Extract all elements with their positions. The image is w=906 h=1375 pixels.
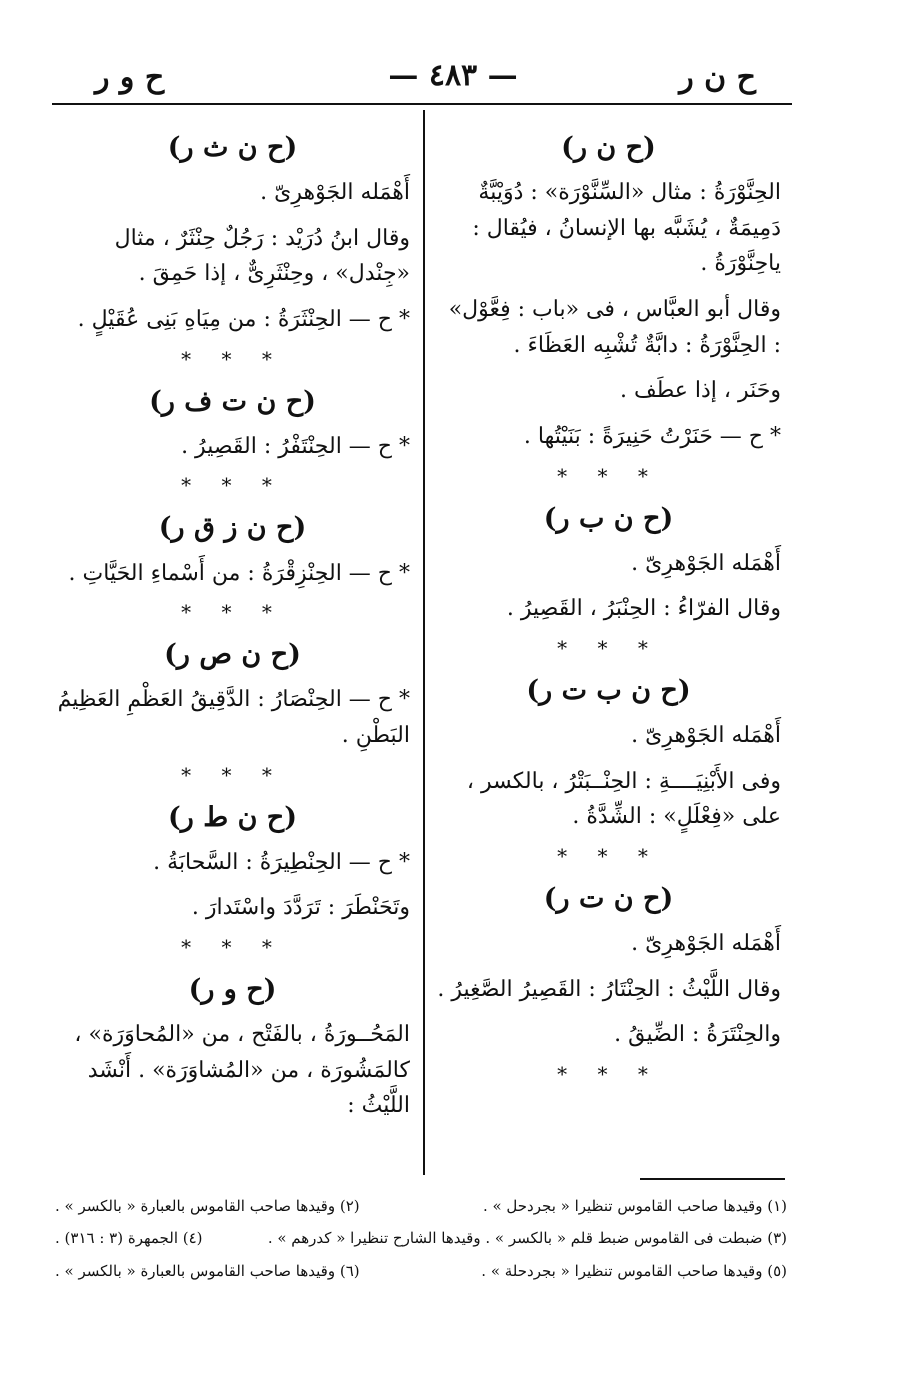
footnote-row: [55, 1255, 787, 1287]
footnote-row: [55, 1222, 787, 1254]
footnote: (١) وقيدها صاحب القاموس تنظيرا « بجردحل » .: [482, 1197, 787, 1215]
entry-text: أَهْمَله الجَوْهرِىّ .: [631, 723, 781, 749]
header-rule: [52, 103, 792, 105]
page-number: — ٤٨٣ —: [388, 58, 518, 93]
left-column: [55, 122, 410, 1134]
section-separator: * * *: [181, 600, 284, 625]
footnote: (٥) وقيدها صاحب القاموس تنظيرا « بجردحلة » .: [481, 1261, 787, 1280]
entry-title: (ح ن ب ت ر): [526, 674, 691, 706]
entry-title: (ح ن ر): [561, 132, 656, 163]
entry-text: الحِنَّوْرَةُ : مثال «السِّنَّوْرَة» : دُوَيْبَّةٌ دَمِيمَةٌ ، يُشَبَّه بها الإنسانُ ، فيُقال : ياحِنَّوْرَةُ .: [472, 180, 781, 277]
section-separator: * * *: [181, 473, 284, 498]
footnote-row: [55, 1190, 787, 1222]
section-separator: * * *: [181, 934, 284, 959]
entry-text: أَهْمَله الجَوْهرِىّ .: [631, 550, 781, 576]
footnote: (٣) ضبطت فى القاموس ضبط قلم « بالكسر » . وقيدها الشارح تنظيرا « كدرهم » .: [267, 1229, 787, 1248]
entry-title: (ح ن ط ر): [167, 801, 297, 833]
right-column: [436, 122, 781, 1097]
entry-title: (ح ن ص ر): [164, 639, 301, 671]
footnote: (٦) وقيدها صاحب القاموس بالعبارة « بالكسر » .: [55, 1261, 360, 1280]
entry-text: أَهْمَله الجَوْهرِىّ .: [631, 931, 781, 957]
running-head-left: ح و ر: [95, 60, 165, 95]
entry-text: وقال الفرّاءُ : الحِنْبَرُ ، القَصِيرُ .: [506, 596, 781, 622]
entry-text: وقال أبو العبَّاس ، فى «باب : فِعَّوْل» : الحِنَّوْرَةُ : دابَّةٌ تُشْبِه العَظَاءَ .: [448, 297, 781, 358]
entry-text: وفى الأَبْنِيَــــةِ : الحِنْــبَتْرُ ، بالكسر ، على «فِعْلَلٍ» : الشِّدَّةُ .: [466, 768, 781, 830]
section-separator: * * *: [557, 635, 660, 660]
entry-text: المَحُــورَةُ ، بالفَتْح ، من «المُحاوَرَة» ، كالمَشُورَة ، من «المُشاوَرَة» . أَنْشَد اللَّيْثُ :: [74, 1022, 410, 1119]
entry-text: * ح — الحِنْزِقْرَةُ : من أَسْماءِ الحَيَّاتِ .: [68, 560, 410, 586]
column-divider: [423, 110, 425, 1175]
entry-title: (ح ن ث ر): [167, 132, 298, 163]
entry-text: وقال ابنُ دُرَيْد : رَجُلٌ حِنْثَرٌ ، مثال «جِنْدل» ، وحِنْثَرِىٌّ ، إذا حَمِقَ .: [114, 225, 410, 287]
entry-text: * ح — الحِنْتَفْرُ : القَصِيرُ .: [181, 433, 410, 459]
section-separator: * * *: [557, 463, 660, 488]
entry-text: * ح — الحِنْثَرَةُ : من مِيَاهِ بَنِى عُقَيْلٍ .: [77, 307, 410, 333]
entry-title: (ح ن ب ر): [543, 502, 674, 534]
entry-title: (ح ن ت ر): [543, 882, 674, 914]
footnote: (٤) الجمهرة (٣ : ٣١٦) .: [55, 1229, 203, 1248]
footnotes: [55, 1190, 787, 1287]
running-head-right: ح ن ر: [679, 60, 756, 95]
entry-title: (ح ن ز ق ر): [158, 512, 307, 544]
entry-title: (ح و ر): [188, 973, 277, 1005]
entry-text: وقال اللَّيْثُ : الحِنْتَارُ : القَصِيرُ الصَّغِيرُ .: [437, 976, 781, 1002]
entry-text: والحِنْتَرَةُ : الضِّيقُ .: [614, 1022, 781, 1048]
footnote: (٢) وقيدها صاحب القاموس بالعبارة « بالكسر » .: [55, 1197, 360, 1215]
entry-text: * ح — حَنَرْتُ حَنِيرَةً : بَنَيْتُها .: [523, 423, 781, 449]
entry-title: (ح ن ت ف ر): [149, 385, 316, 417]
section-separator: * * *: [557, 843, 660, 868]
entry-text: * ح — الحِنْطِيرَةُ : السَّحابَةُ .: [153, 849, 410, 875]
entry-text: أَهْمَله الجَوْهرِىّ .: [260, 180, 410, 206]
entry-text: * ح — الحِنْصَارُ : الدَّقِيقُ العَظْمِ العَظِيمُ البَطْنِ .: [57, 687, 410, 748]
entry-text: وحَنَر ، إذا عطَف .: [619, 378, 781, 404]
footnote-rule: [640, 1178, 785, 1180]
section-separator: * * *: [557, 1061, 660, 1086]
section-separator: * * *: [181, 762, 284, 787]
section-separator: * * *: [181, 346, 284, 371]
entry-text: وتَحَنْطَرَ : تَرَدَّدَ واسْتَدارَ .: [191, 895, 410, 921]
